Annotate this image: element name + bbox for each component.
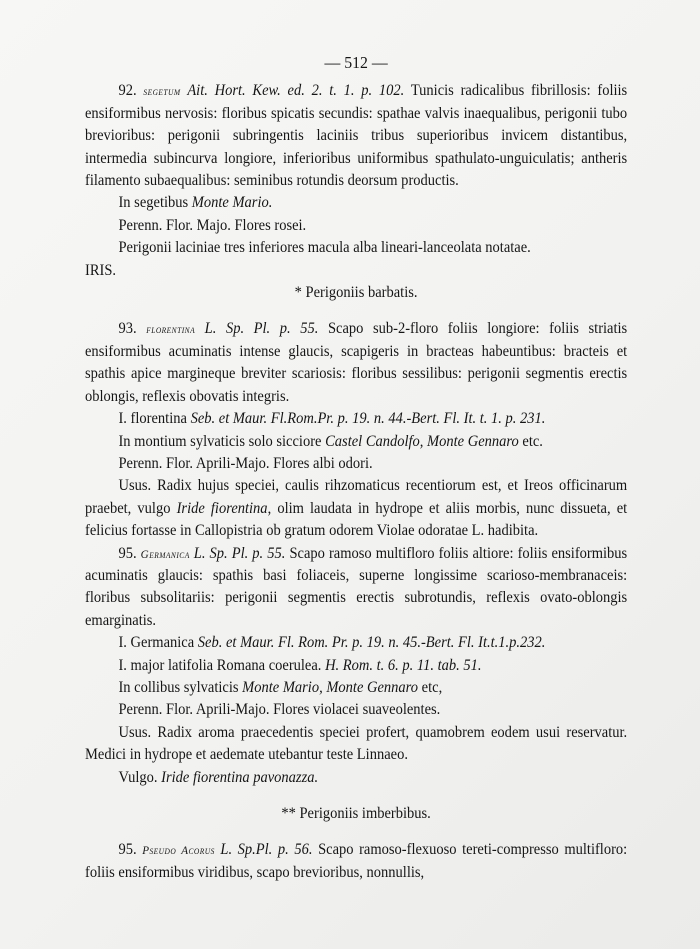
note: Perigonii laciniae tres inferiores macula alba lineari-lanceolata notatae.	[118, 239, 531, 257]
page-text	[85, 52, 627, 884]
entry-95-pseudo-acorus	[85, 839, 627, 884]
flowering: Perenn. Flor. Majo. Flores rosei.	[118, 216, 307, 234]
habitat: In segetibus Monte Mario.	[118, 194, 273, 212]
page-number: — 512 —	[324, 53, 388, 72]
species-name: Germanica	[140, 546, 190, 561]
usus: Usus. Radix aroma praecedentis speciei profert, quamobrem eodem usui reservatur. Medici in hydrope et aedemate utebantur teste Linnaeo.	[85, 723, 628, 764]
entry-number: 95.	[118, 544, 137, 562]
vulgo: Vulgo. Iride fiorentina pavonazza.	[118, 768, 319, 786]
entry-number: 95.	[118, 841, 137, 859]
entry-number: 93.	[118, 320, 137, 338]
section-heading-2: ** Perigoniis imberbibus.	[281, 805, 431, 822]
entry-number: 92.	[118, 82, 137, 100]
synonym: I. florentina Seb. et Maur. Fl.Rom.Pr. p. 19. n. 44.-Bert. Fl. It. t. 1. p. 231.	[118, 410, 546, 428]
reference: Ait. Hort. Kew. ed. 2. t. 1. p. 102.	[187, 82, 405, 100]
reference: L. Sp. Pl. p. 55.	[193, 544, 286, 562]
usus: Usus. Radix hujus speciei, caulis rihzomaticus recentiorum est, et Ireos officinarum praebet, vulgo Iride fiorentina, olim laudata in hydrope et aliis morbis, nunc dissueta, et felicius fortasse in Callopistria ob gratum odorem Violae odoratae L. hadibita.	[85, 477, 628, 540]
entry-93	[85, 318, 627, 408]
species-name: Pseudo Acorus	[142, 843, 215, 858]
description: Tunicis radicalibus fibrillosis: foliis ensiformibus nervosis: floribus spicatis secundis: spathae valvis inaequalibus, perigonii tubo brevioribus: perigonii subringentis laciniis tribus superioribus invicem distantibus, intermedia subincurva longiore, inferioribus uniformibus spathulato-unguiculatis; antheris filamento subaequalibus: seminibus rotundis deorsum productis.	[85, 82, 628, 190]
flowering: Perenn. Flor. Aprili-Majo. Flores albi odori.	[118, 454, 373, 472]
species-name: segetum	[143, 84, 181, 99]
reference: L. Sp.Pl. p. 56.	[220, 841, 313, 859]
habitat: In montium sylvaticis solo sicciore Castel Candolfo, Monte Gennaro etc.	[118, 432, 543, 450]
entry-95-germanica	[85, 543, 627, 633]
flowering: Perenn. Flor. Aprili-Majo. Flores violacei suaveolentes.	[118, 701, 441, 719]
reference: L. Sp. Pl. p. 55.	[204, 320, 319, 338]
entry-92	[85, 80, 627, 192]
species-name: florentina	[146, 322, 196, 337]
synonym-2: I. major latifolia Romana coerulea. H. Rom. t. 6. p. 11. tab. 51.	[118, 656, 482, 674]
habitat: In collibus sylvaticis Monte Mario, Monte Gennaro etc,	[118, 678, 443, 696]
description: Scapo sub-2-floro foliis longiore: foliis striatis ensiformibus acuminatis intense glaucis, scapigeris in bracteas habeuntibus: bracteis et spathis apice margineque breviter scariosis: floribus sessilibus: perigonii segmentis erectis oblongis, reflexis obovatis integris.	[85, 320, 628, 405]
description: Scapo ramoso multifloro foliis altiore: foliis ensiformibus acuminatis glaucis: spathis basi foliaceis, superne longissime scarioso-membranaceis: floribus subsolitariis: perigonii segmentis erectis subrotundis, reflexis ovato-oblongis emarginatis.	[85, 544, 628, 629]
synonym-1: I. Germanica Seb. et Maur. Fl. Rom. Pr. p. 19. n. 45.-Bert. Fl. It.t.1.p.232.	[118, 634, 546, 652]
section-heading-1: * Perigoniis barbatis.	[294, 284, 418, 302]
description: Scapo ramoso-flexuoso tereti-compresso multifloro: foliis ensiformibus viridibus, scapo brevioribus, nonnullis,	[85, 841, 628, 881]
genus-heading: IRIS.	[85, 261, 117, 279]
